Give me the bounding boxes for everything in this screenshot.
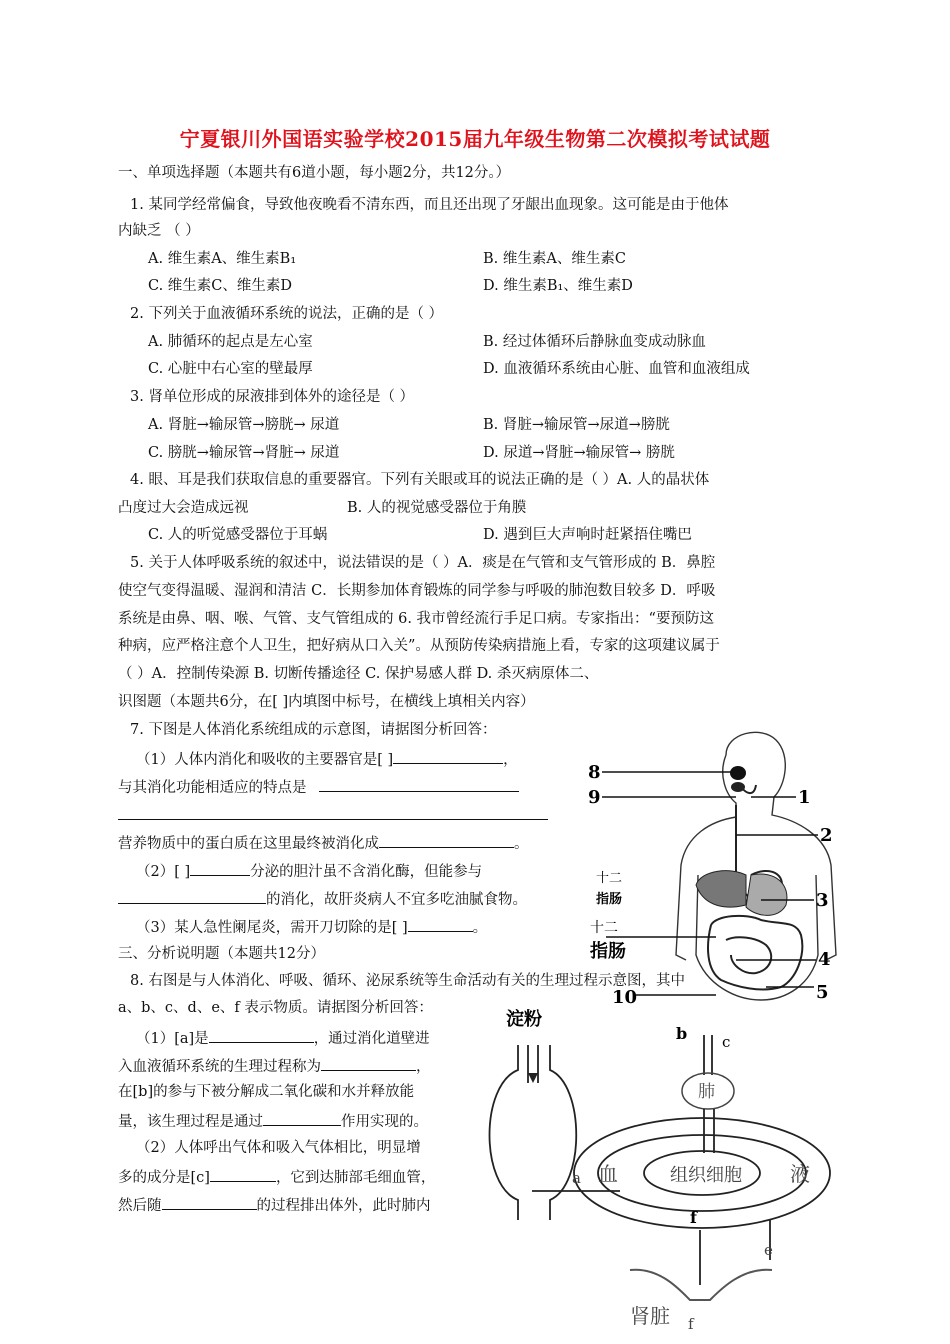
q8-part1-line4 xyxy=(118,1110,428,1132)
starch-label: 淀粉 xyxy=(506,1009,542,1030)
q8-part1-text-2: ，通过消化道壁进 xyxy=(313,1031,430,1047)
q8-part1-text-3: 入血液循环系统的生理过程称为 xyxy=(118,1059,321,1075)
q7-part2-text: 分泌的胆汁虽不含消化酶，但能参与 xyxy=(250,864,483,880)
q7-part3-text: （3）某人急性阑尾炎，需开刀切除的是[ ] xyxy=(136,920,408,936)
kidney-label: 肾脏 xyxy=(630,1304,670,1328)
q8-part2-text-2: ，它到达肺部毛细血管， xyxy=(275,1170,436,1186)
q4-option-b: B. 人的视觉感受器位于角膜 xyxy=(347,500,527,516)
q8-part2-line1: （2）人体呼出气体和吸入气体相比，明显增 xyxy=(136,1140,421,1156)
q7-part1-text: （1）人体内消化和吸收的主要器官是[ ] xyxy=(136,752,394,768)
answer-blank[interactable] xyxy=(408,916,473,932)
side-label-4: 指肠 xyxy=(590,941,626,962)
q2-stem: 2. 下列关于血液循环系统的说法，正确的是（ ） xyxy=(130,306,444,322)
answer-blank[interactable] xyxy=(393,748,503,764)
q8-part1-text: （1）[a]是 xyxy=(136,1031,209,1047)
q8-stem-2: a、b、c、d、e、f 表示物质。请据图分析回答： xyxy=(118,1000,433,1016)
q4-line-1: 4. 眼、耳是我们获取信息的重要器官。下列有关眼或耳的说法正确的是（ ）A. 人的晶状体 xyxy=(130,472,710,488)
lung-label: 肺 xyxy=(698,1082,715,1102)
q8-part2-text: 多的成分是[c] xyxy=(118,1170,210,1186)
digestive-tube xyxy=(490,1045,577,1220)
q2-option-b: B. 经过体循环后静脉血变成动脉血 xyxy=(483,334,706,350)
label-1: 1 xyxy=(798,787,811,808)
label-4: 4 xyxy=(818,949,831,970)
q2-option-d: D. 血液循环系统由心脏、血管和血液组成 xyxy=(483,361,750,377)
label-c: c xyxy=(722,1033,731,1051)
liquid-label: 液 xyxy=(790,1162,810,1186)
q1-option-c: C. 维生素C、维生素D xyxy=(148,278,293,294)
blood-label: 血 xyxy=(598,1162,618,1186)
q6-line-2: （ ）A．控制传染源 B. 切断传播途径 C. 保护易感人群 D. 杀灭病原体二、 xyxy=(118,666,599,682)
kidney-shape xyxy=(630,1270,772,1300)
q8-stem-1: 8. 右图是与人体消化、呼吸、循环、泌尿系统等生命活动有关的生理过程示意图，其中 xyxy=(130,973,685,989)
answer-blank[interactable] xyxy=(162,1194,257,1210)
answer-blank[interactable] xyxy=(190,860,250,876)
label-5: 5 xyxy=(816,982,829,1003)
q7-part1-line4 xyxy=(118,832,529,854)
q7-part2-line1 xyxy=(136,860,482,882)
q8-part1-text-5: 作用实现的。 xyxy=(341,1114,428,1130)
punctuation: 。 xyxy=(472,920,488,936)
q2-option-a: A. 肺循环的起点是左心室 xyxy=(148,334,313,350)
q8-part2-text-4: 的过程排出体外，此时肺内 xyxy=(256,1198,431,1214)
q4-option-c: C. 人的听觉感受器位于耳蜗 xyxy=(148,527,328,543)
q8-part1-line2 xyxy=(118,1055,431,1077)
q1-stem-cont: 内缺乏 （ ） xyxy=(118,223,200,239)
label-2: 2 xyxy=(820,825,833,846)
label-a: a xyxy=(572,1169,581,1187)
lung-arrows xyxy=(704,1035,712,1075)
section-1-heading: 一、单项选择题（本题共有6道小题，每小题2分，共12分。） xyxy=(118,165,511,181)
label-e: e xyxy=(764,1241,773,1259)
q4-line-2a: 凸度过大会造成远视 xyxy=(118,500,249,516)
q1-option-b: B. 维生素A、维生素C xyxy=(483,251,626,267)
q7-part1-line1 xyxy=(136,748,518,770)
q5-line-3: 系统是由鼻、咽、喉、气管、支气管组成的 6. 我市曾经流行手足口病。专家指出：“要预防这 xyxy=(118,611,714,627)
q3-stem: 3. 肾单位形成的尿液排到体外的途径是（ ） xyxy=(130,389,415,405)
punctuation: ， xyxy=(503,752,518,768)
physiology-diagram xyxy=(480,1005,840,1335)
page-title: 宁夏银川外国语实验学校2015届九年级生物第二次模拟考试试题 xyxy=(179,127,771,151)
side-label-2: 指肠 xyxy=(596,892,623,907)
punctuation: 。 xyxy=(514,836,529,852)
section-2-heading: 识图题（本题共6分，在[ ]内填图中标号，在横线上填相关内容） xyxy=(118,694,535,710)
label-f-upper: f xyxy=(690,1208,697,1227)
q1-option-a: A. 维生素A、维生素B₁ xyxy=(148,251,297,267)
q1-stem: 1. 某同学经常偏食，导致他夜晚看不清东西，而且还出现了牙龈出血现象。这可能是由于他体 xyxy=(130,197,729,213)
q2-option-c: C. 心脏中右心室的壁最厚 xyxy=(148,361,313,377)
answer-blank[interactable] xyxy=(209,1027,314,1043)
q8-part2-line2 xyxy=(118,1166,435,1188)
q7-part2-bracket: （2）[ ] xyxy=(136,864,191,880)
q3-option-c: C. 膀胱→输尿管→肾脏→ 尿道 xyxy=(148,445,340,461)
q7-part1-line2 xyxy=(118,776,519,798)
down-arrow-icon xyxy=(528,1073,538,1083)
q3-option-d: D. 尿道→肾脏→输尿管→ 膀胱 xyxy=(483,445,675,461)
liver-shape xyxy=(696,871,746,907)
q8-part2-line3 xyxy=(118,1194,431,1216)
answer-blank[interactable] xyxy=(118,888,266,904)
q7-stem: 7. 下图是人体消化系统组成的示意图，请据图分析回答： xyxy=(130,722,497,738)
label-f-lower: f xyxy=(688,1315,694,1333)
q4-option-d: D. 遇到巨大声响时赶紧捂住嘴巴 xyxy=(483,527,692,543)
teeth-shape xyxy=(730,766,746,792)
q1-option-d: D. 维生素B₁、维生素D xyxy=(483,278,633,294)
side-label-3: 十二 xyxy=(590,920,618,936)
q7-part2-line2 xyxy=(118,888,527,910)
answer-blank[interactable] xyxy=(321,1055,416,1071)
label-9: 9 xyxy=(588,787,601,808)
q8-part1-text-4: 量，该生理过程是通过 xyxy=(118,1114,263,1130)
label-3: 3 xyxy=(816,890,829,911)
q7-part1-feature-text: 与其消化功能相适应的特点是 xyxy=(118,780,307,796)
punctuation: ， xyxy=(416,1059,431,1075)
q7-part3 xyxy=(136,916,487,938)
side-label-1: 十二 xyxy=(596,871,623,886)
q5-line-2: 使空气变得温暖、湿润和清洁 C．长期参加体育锻炼的同学参与呼吸的肺泡数目较多 D．呼吸 xyxy=(118,583,716,599)
label-8: 8 xyxy=(588,762,601,783)
label-10: 10 xyxy=(612,987,638,1008)
q6-line-1: 种病，应严格注意个人卫生，把好病从口入关”。从预防传染病措施上看，专家的这项建议属于 xyxy=(118,638,720,654)
answer-blank[interactable] xyxy=(379,832,514,848)
q8-part2-text-3: 然后随 xyxy=(118,1198,162,1214)
q7-part2-text-2: 的消化，故肝炎病人不宜多吃油腻食物。 xyxy=(266,892,527,908)
q7-part1-line3 xyxy=(118,804,548,826)
answer-blank[interactable] xyxy=(210,1166,276,1182)
q7-protein-text: 营养物质中的蛋白质在这里最终被消化成 xyxy=(118,836,379,852)
label-b: b xyxy=(676,1024,688,1043)
q8-part1-line3: 在[b]的参与下被分解成二氧化碳和水并释放能 xyxy=(118,1084,415,1100)
q3-option-b: B. 肾脏→输尿管→尿道→膀胱 xyxy=(483,417,670,433)
section-3-heading: 三、分析说明题（本题共12分） xyxy=(118,946,325,962)
q8-part1-line1 xyxy=(136,1027,430,1049)
q3-option-a: A. 肾脏→输尿管→膀胱→ 尿道 xyxy=(148,417,340,433)
tissue-cells-label: 组织细胞 xyxy=(670,1165,742,1186)
answer-blank[interactable] xyxy=(319,776,519,792)
answer-blank[interactable] xyxy=(263,1110,341,1126)
q5-line-1: 5. 关于人体呼吸系统的叙述中，说法错误的是（ ）A．痰是在气管和支气管形成的 B．鼻腔 xyxy=(130,555,716,571)
digestive-system-diagram xyxy=(586,725,846,1025)
answer-blank[interactable] xyxy=(118,804,548,820)
